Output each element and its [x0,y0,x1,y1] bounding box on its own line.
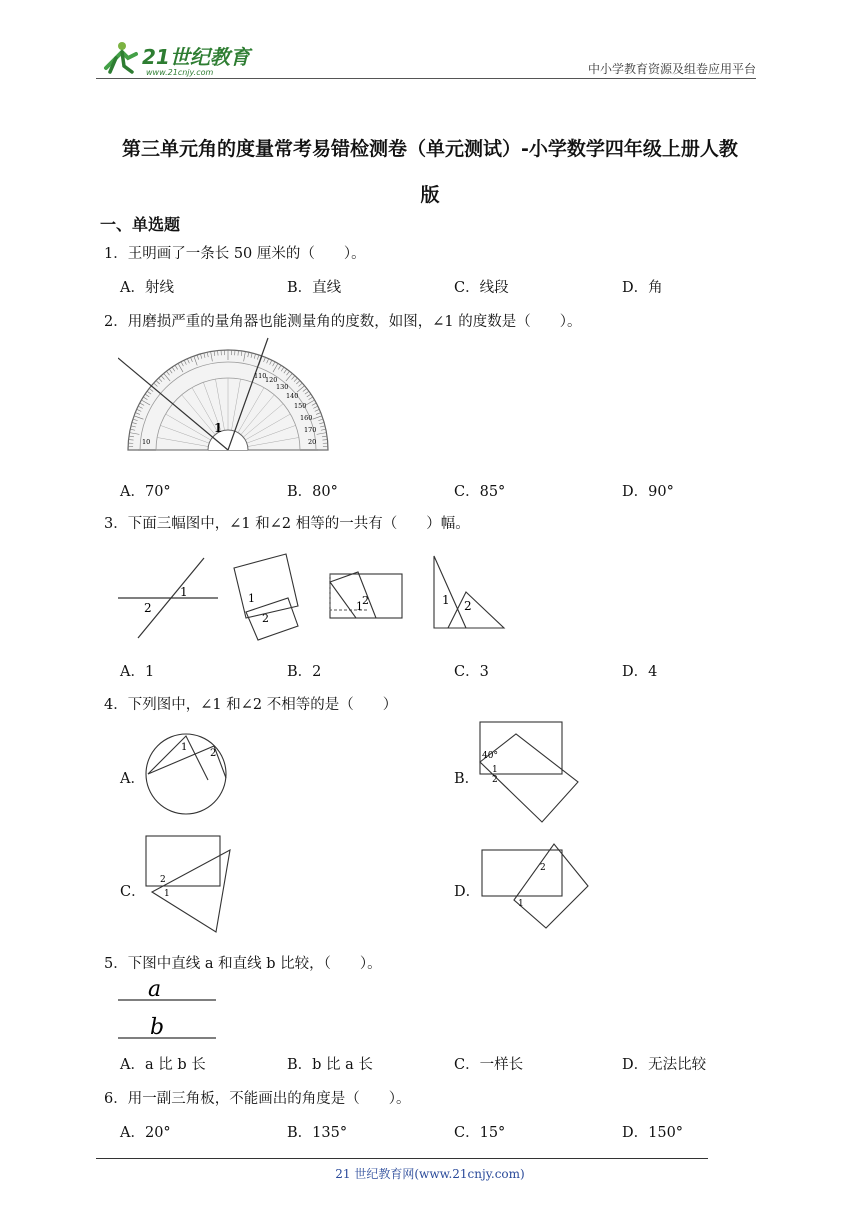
header-divider [96,78,756,79]
svg-text:170: 170 [304,426,317,434]
q3-option-c[interactable]: C．3 [454,664,489,680]
q1-option-c[interactable]: C．线段 [454,280,509,296]
q1-option-b[interactable]: B．直线 [287,280,342,296]
header-platform-text: 中小学教育资源及组卷应用平台 [587,62,756,76]
logo-sub-text: www.21cnjy.com [146,68,214,77]
q4-figure-d [480,842,590,932]
runner-icon [106,42,136,72]
angle-1-label: 1 [214,421,223,435]
q6-option-b[interactable]: B．135° [287,1125,348,1141]
question-4-text: 4．下列图中，∠1 和∠2 不相等的是（ ） [104,697,398,713]
q4-option-d[interactable]: D． [454,884,481,900]
q4-option-b[interactable]: B． [454,771,480,787]
svg-text:2: 2 [464,599,472,613]
logo-main-text: 21世纪教育 [142,45,250,69]
q2-option-d[interactable]: D．90° [622,484,674,500]
svg-text:1: 1 [356,600,363,613]
svg-text:2: 2 [492,775,498,785]
page-title-line-2: 版 [420,184,440,206]
svg-text:1: 1 [180,585,188,599]
q3-figures [118,552,518,642]
q1-option-a[interactable]: A．射线 [120,280,174,296]
q5-option-d[interactable]: D．无法比较 [622,1057,707,1073]
q3-option-d[interactable]: D．4 [622,664,658,680]
svg-text:1: 1 [518,899,524,909]
svg-text:150: 150 [294,402,307,410]
q6-option-a[interactable]: A．20° [120,1125,171,1141]
q4-option-a[interactable]: A． [120,771,145,787]
line-b-label: b [150,1015,165,1040]
svg-text:120: 120 [265,376,278,384]
svg-text:1: 1 [164,889,170,899]
question-2-text: 2．用磨损严重的量角器也能测量角的度数，如图，∠1 的度数是（ ）。 [104,314,582,330]
q6-option-c[interactable]: C．15° [454,1125,506,1141]
question-6-text: 6．用一副三角板，不能画出的角度是（ ）。 [104,1091,411,1107]
svg-text:1: 1 [181,742,188,753]
q5-option-c[interactable]: C．一样长 [454,1057,524,1073]
site-logo [96,38,256,78]
svg-text:40°: 40° [482,751,498,761]
section-heading: 一、单选题 [100,215,181,234]
svg-text:2: 2 [210,748,217,759]
svg-text:1: 1 [442,593,450,607]
q2-option-c[interactable]: C．85° [454,484,506,500]
svg-text:160: 160 [300,414,313,422]
question-3-text: 3．下面三幅图中，∠1 和∠2 相等的一共有（ ）幅。 [104,516,470,532]
q2-option-a[interactable]: A．70° [120,484,171,500]
line-a-label: a [148,977,162,1002]
svg-text:2: 2 [160,875,166,885]
svg-text:2: 2 [362,594,369,607]
protractor-figure [118,336,338,456]
footer-divider [96,1158,708,1159]
footer-text[interactable]: 21 世纪教育网(www.21cnjy.com) [335,1167,525,1181]
q4-figure-c [142,834,238,934]
svg-text:2: 2 [144,601,152,615]
q1-option-d[interactable]: D．角 [622,280,663,296]
question-5-text: 5．下图中直线 a 和直线 b 比较，（ ）。 [104,956,382,972]
q5-lines-figure [118,974,218,1046]
question-1-text: 1．王明画了一条长 50 厘米的（ ）。 [104,246,366,262]
svg-text:10: 10 [142,438,151,446]
svg-text:140: 140 [286,392,299,400]
q4-figure-a [142,726,238,822]
q3-option-b[interactable]: B．2 [287,664,322,680]
svg-text:20: 20 [308,438,317,446]
q4-figure-b [478,720,582,826]
svg-text:130: 130 [276,383,289,391]
q4-option-c[interactable]: C． [120,884,146,900]
svg-text:1: 1 [248,592,255,605]
svg-text:2: 2 [540,863,546,873]
q5-option-a[interactable]: A．a 比 b 长 [120,1057,206,1073]
q3-option-a[interactable]: A．1 [120,664,155,680]
q2-option-b[interactable]: B．80° [287,484,338,500]
svg-text:2: 2 [262,612,269,625]
page-title-line-1: 第三单元角的度量常考易错检测卷（单元测试）-小学数学四年级上册人教 [122,138,738,160]
q5-option-b[interactable]: B．b 比 a 长 [287,1057,373,1073]
svg-text:1: 1 [492,765,498,775]
q6-option-d[interactable]: D．150° [622,1125,684,1141]
svg-text:110: 110 [254,372,267,380]
